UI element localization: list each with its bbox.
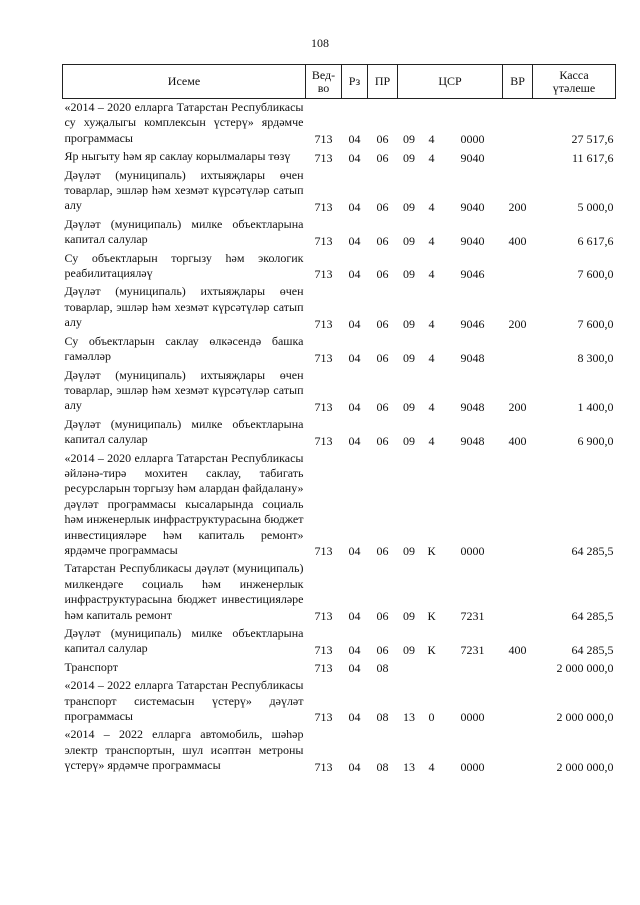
cell-csr-subprogram: 4 xyxy=(428,132,435,147)
budget-table xyxy=(62,64,616,774)
cell-amount: 2 000 000,0 xyxy=(556,759,614,774)
cell-pr: 06 xyxy=(376,316,389,331)
cell-vr xyxy=(503,99,533,147)
cell-vr xyxy=(503,558,533,623)
header-vr: ВР xyxy=(503,65,533,99)
cell-pr: 08 xyxy=(376,661,389,676)
cell-vedo: 713 xyxy=(314,710,333,725)
cell-rz: 04 xyxy=(348,710,361,725)
table-row xyxy=(63,675,616,724)
table-row xyxy=(63,724,616,773)
page-number: 108 xyxy=(311,36,329,50)
cell-name: Дәүләт (муниципаль) милке объектларына капитал салулар xyxy=(64,216,304,247)
table-row xyxy=(63,623,616,657)
cell-csr-program xyxy=(398,657,421,675)
cell-vr xyxy=(503,331,533,365)
cell-csr-program: 09 xyxy=(403,199,415,214)
cell-name: Су объектларын торгызу һәм экологик реабилитацияләү xyxy=(64,250,304,281)
cell-vr: 200 xyxy=(508,199,527,214)
cell-csr-direction: 9048 xyxy=(460,350,485,365)
cell-pr: 06 xyxy=(376,233,389,248)
cell-vedo: 713 xyxy=(314,609,333,623)
cell-vedo: 713 xyxy=(314,544,333,559)
cell-csr-program: 09 xyxy=(403,150,415,165)
cell-amount: 27 517,6 xyxy=(571,132,614,147)
cell-vr xyxy=(503,724,533,773)
cell-name: «2014 – 2020 елларга Татарстан Республикасы әйләнә-тирә мохитен саклау, табигать ресурсларын торгызу һәм алардан файдалану» дәүләт программасы кысаларында социаль һәм инженерлык инфраструктурасына бюджет инвестицияләре һәм капиталь ремонт» ярдәмче программасы xyxy=(64,450,304,557)
table-row xyxy=(63,331,616,365)
table-row xyxy=(63,365,616,414)
cell-amount: 6 900,0 xyxy=(577,433,614,448)
cell-rz: 04 xyxy=(348,267,361,282)
cell-csr-program: 13 xyxy=(403,710,415,725)
cell-csr-subprogram: К xyxy=(427,544,436,559)
cell-name: Яр ныгыту һәм яр саклау корылмалары төзү xyxy=(64,149,291,164)
cell-csr-direction: 0000 xyxy=(460,132,485,147)
cell-csr-subprogram: 4 xyxy=(428,759,435,774)
cell-vedo: 713 xyxy=(314,199,333,214)
cell-csr-subprogram xyxy=(421,657,443,675)
cell-name: Дәүләт (муниципаль) ихтыяҗлары өчен товарлар, эшләр һәм хезмәт күрсәтүләр сатып алу xyxy=(64,367,304,413)
cell-amount: 5 000,0 xyxy=(577,199,614,214)
cell-vr: 200 xyxy=(508,399,527,414)
cell-csr-program: 09 xyxy=(403,267,415,282)
cell-rz: 04 xyxy=(348,433,361,448)
cell-vr: 400 xyxy=(508,233,527,248)
cell-rz: 04 xyxy=(348,350,361,365)
header-vedo-line2: во xyxy=(317,80,330,95)
header-name: Исеме xyxy=(63,65,306,99)
cell-csr-program: 09 xyxy=(403,132,415,147)
cell-name: Татарстан Республикасы дәүләт (муниципаль) милкендәге социаль һәм инженерлык инфраструктурасына бюджет инвестицияләре һәм капиталь ремонт xyxy=(64,561,304,622)
cell-csr-direction: 0000 xyxy=(460,544,485,559)
cell-csr-direction xyxy=(443,657,503,675)
cell-name: Су объектларын саклау өлкәсендә башка гамәлләр xyxy=(64,333,304,364)
cell-vedo: 713 xyxy=(314,233,333,248)
cell-csr-direction: 0000 xyxy=(460,710,485,725)
cell-csr-direction: 7231 xyxy=(460,642,485,657)
header-csr: ЦСР xyxy=(398,65,503,99)
cell-vedo: 713 xyxy=(314,433,333,448)
cell-vedo: 713 xyxy=(314,150,333,165)
cell-csr-direction: 9046 xyxy=(460,316,485,331)
cell-csr-program: 09 xyxy=(403,433,415,448)
cell-csr-subprogram: 4 xyxy=(428,350,435,365)
table-row xyxy=(63,657,616,675)
cell-pr: 06 xyxy=(376,267,389,282)
cell-rz: 04 xyxy=(348,316,361,331)
cell-pr: 06 xyxy=(376,150,389,165)
cell-vr: 400 xyxy=(508,433,527,448)
table-row xyxy=(63,248,616,282)
cell-csr-program: 09 xyxy=(403,642,415,657)
cell-vr xyxy=(503,146,533,164)
cell-vr xyxy=(503,448,533,559)
cell-name: «2014 – 2020 елларга Татарстан Республикасы су хуҗалыгы комплексын үстерү» ярдәмче программасы xyxy=(64,100,304,145)
cell-csr-subprogram: 4 xyxy=(428,233,435,248)
cell-rz: 04 xyxy=(348,150,361,165)
table-row xyxy=(63,414,616,448)
cell-name: Дәүләт (муниципаль) ихтыяҗлары өчен товарлар, эшләр һәм хезмәт күрсәтүләр сатып алу xyxy=(64,167,304,213)
header-vedo xyxy=(306,65,342,99)
cell-csr-subprogram: 4 xyxy=(428,316,435,331)
cell-rz: 04 xyxy=(348,233,361,248)
cell-vedo: 713 xyxy=(314,267,333,282)
cell-pr: 06 xyxy=(376,132,389,147)
cell-name: «2014 – 2022 елларга Татарстан Республикасы транспорт системасын үстерү» дәүләт программасы xyxy=(64,678,304,724)
cell-pr: 08 xyxy=(376,710,389,725)
table-row xyxy=(63,281,616,330)
header-kassa xyxy=(533,65,616,99)
cell-pr: 06 xyxy=(376,399,389,414)
cell-csr-direction: 9046 xyxy=(460,267,485,282)
cell-csr-program: 09 xyxy=(403,399,415,414)
cell-csr-subprogram: 4 xyxy=(428,267,435,282)
cell-amount: 8 300,0 xyxy=(577,350,614,365)
cell-vedo: 713 xyxy=(314,661,333,676)
cell-vr: 400 xyxy=(508,642,527,657)
cell-vr xyxy=(503,248,533,282)
cell-csr-subprogram: К xyxy=(427,642,436,657)
cell-csr-program: 09 xyxy=(403,316,415,331)
header-pr: ПР xyxy=(368,65,398,99)
cell-pr: 06 xyxy=(376,350,389,365)
cell-csr-subprogram: 4 xyxy=(428,150,435,165)
cell-csr-subprogram: 0 xyxy=(428,710,435,725)
cell-pr: 06 xyxy=(376,642,389,657)
cell-csr-direction: 9040 xyxy=(460,233,485,248)
table-header xyxy=(63,65,616,99)
cell-csr-subprogram: 4 xyxy=(428,433,435,448)
cell-rz: 04 xyxy=(348,661,361,676)
cell-vr xyxy=(503,657,533,675)
cell-pr: 06 xyxy=(376,609,389,623)
cell-amount: 64 285,5 xyxy=(571,642,614,657)
cell-csr-subprogram: К xyxy=(427,609,436,623)
cell-name: Дәүләт (муниципаль) ихтыяҗлары өчен товарлар, эшләр һәм хезмәт күрсәтүләр сатып алу xyxy=(64,284,304,330)
cell-csr-direction: 0000 xyxy=(460,759,485,774)
cell-name: Транспорт xyxy=(64,659,118,674)
table-row xyxy=(63,214,616,248)
cell-vedo: 713 xyxy=(314,316,333,331)
table-row xyxy=(63,165,616,214)
cell-csr-program: 09 xyxy=(403,544,415,559)
cell-csr-subprogram: 4 xyxy=(428,399,435,414)
cell-pr: 08 xyxy=(376,759,389,774)
cell-amount: 6 617,6 xyxy=(577,233,614,248)
cell-csr-direction: 9048 xyxy=(460,433,485,448)
cell-csr-direction: 9040 xyxy=(460,199,485,214)
cell-rz: 04 xyxy=(348,132,361,147)
cell-vedo: 713 xyxy=(314,350,333,365)
cell-vedo: 713 xyxy=(314,132,333,147)
cell-csr-program: 09 xyxy=(403,609,415,623)
cell-csr-direction: 7231 xyxy=(460,609,485,623)
cell-pr: 06 xyxy=(376,544,389,559)
header-rz: Рз xyxy=(342,65,368,99)
cell-rz: 04 xyxy=(348,609,361,623)
cell-name: Дәүләт (муниципаль) милке объектларына капитал салулар xyxy=(64,626,304,656)
cell-amount: 7 600,0 xyxy=(577,267,614,282)
cell-amount: 64 285,5 xyxy=(571,544,614,559)
cell-csr-program: 09 xyxy=(403,233,415,248)
cell-vr xyxy=(503,675,533,724)
table-row xyxy=(63,146,616,164)
table-row xyxy=(63,448,616,559)
cell-csr-direction: 9040 xyxy=(460,150,485,165)
cell-csr-program: 09 xyxy=(403,350,415,365)
cell-amount: 11 617,6 xyxy=(571,150,614,165)
cell-rz: 04 xyxy=(348,759,361,774)
cell-amount: 7 600,0 xyxy=(577,316,614,331)
cell-amount: 2 000 000,0 xyxy=(556,661,614,676)
cell-rz: 04 xyxy=(348,199,361,214)
cell-rz: 04 xyxy=(348,399,361,414)
table-row xyxy=(63,558,616,623)
header-vedo-line1: Вед- xyxy=(311,67,336,82)
cell-rz: 04 xyxy=(348,544,361,559)
header-kassa-line2: үтәлеше xyxy=(552,80,596,95)
cell-vr: 200 xyxy=(508,316,527,331)
cell-vedo: 713 xyxy=(314,759,333,774)
cell-pr: 06 xyxy=(376,433,389,448)
cell-name: Дәүләт (муниципаль) милке объектларына капитал салулар xyxy=(64,416,304,447)
cell-pr: 06 xyxy=(376,199,389,214)
cell-vedo: 713 xyxy=(314,399,333,414)
cell-vedo: 713 xyxy=(314,642,333,657)
cell-amount: 1 400,0 xyxy=(577,399,614,414)
cell-csr-subprogram: 4 xyxy=(428,199,435,214)
table-body xyxy=(63,99,616,774)
cell-csr-direction: 9048 xyxy=(460,399,485,414)
cell-amount: 64 285,5 xyxy=(571,609,614,623)
table-row xyxy=(63,99,616,147)
cell-rz: 04 xyxy=(348,642,361,657)
header-kassa-line1: Касса xyxy=(559,67,589,82)
cell-name: «2014 – 2022 елларга автомобиль, шәһәр электр транспортын, шул исәптән метроны үстерү» ярдәмче программасы xyxy=(64,727,304,773)
cell-csr-program: 13 xyxy=(403,759,415,774)
cell-amount: 2 000 000,0 xyxy=(556,710,614,725)
